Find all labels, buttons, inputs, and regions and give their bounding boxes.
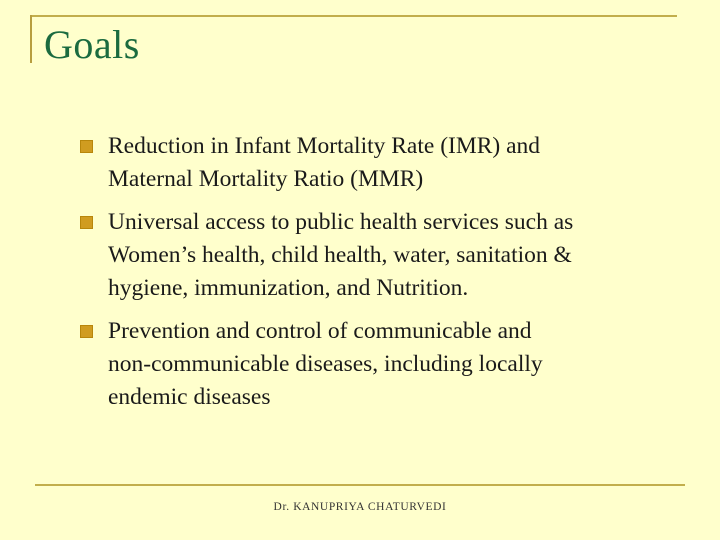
bullet-list xyxy=(80,130,660,424)
bullet-item xyxy=(80,130,660,196)
bullet-square-icon xyxy=(80,140,93,153)
bullet-line: hygiene, immunization, and Nutrition. xyxy=(108,275,469,301)
bullet-text xyxy=(108,130,540,196)
bullet-item xyxy=(80,315,660,414)
slide-title: Goals xyxy=(44,22,140,67)
bullet-line: Reduction in Infant Mortality Rate (IMR) and xyxy=(108,133,541,159)
bullet-line: Prevention and control of communicable and xyxy=(108,318,532,344)
bullet-line: Universal access to public health services such as xyxy=(108,209,574,235)
title-frame-left-line xyxy=(30,15,32,63)
bullet-line: Maternal Mortality Ratio (MMR) xyxy=(108,166,424,192)
bullet-square-icon xyxy=(80,216,93,229)
bullet-line: Women’s health, child health, water, sanitation & xyxy=(108,242,572,268)
title-frame-top-line xyxy=(30,15,677,17)
bullet-line: non-communicable diseases, including locally xyxy=(108,351,543,377)
bullet-item xyxy=(80,206,660,305)
footer-credit: Dr. KANUPRIYA CHATURVEDI xyxy=(273,501,447,513)
bullet-text xyxy=(108,315,543,414)
bullet-text xyxy=(108,206,573,305)
bullet-square-icon xyxy=(80,325,93,338)
footer-divider-line xyxy=(35,484,685,486)
bullet-line: endemic diseases xyxy=(108,384,271,410)
